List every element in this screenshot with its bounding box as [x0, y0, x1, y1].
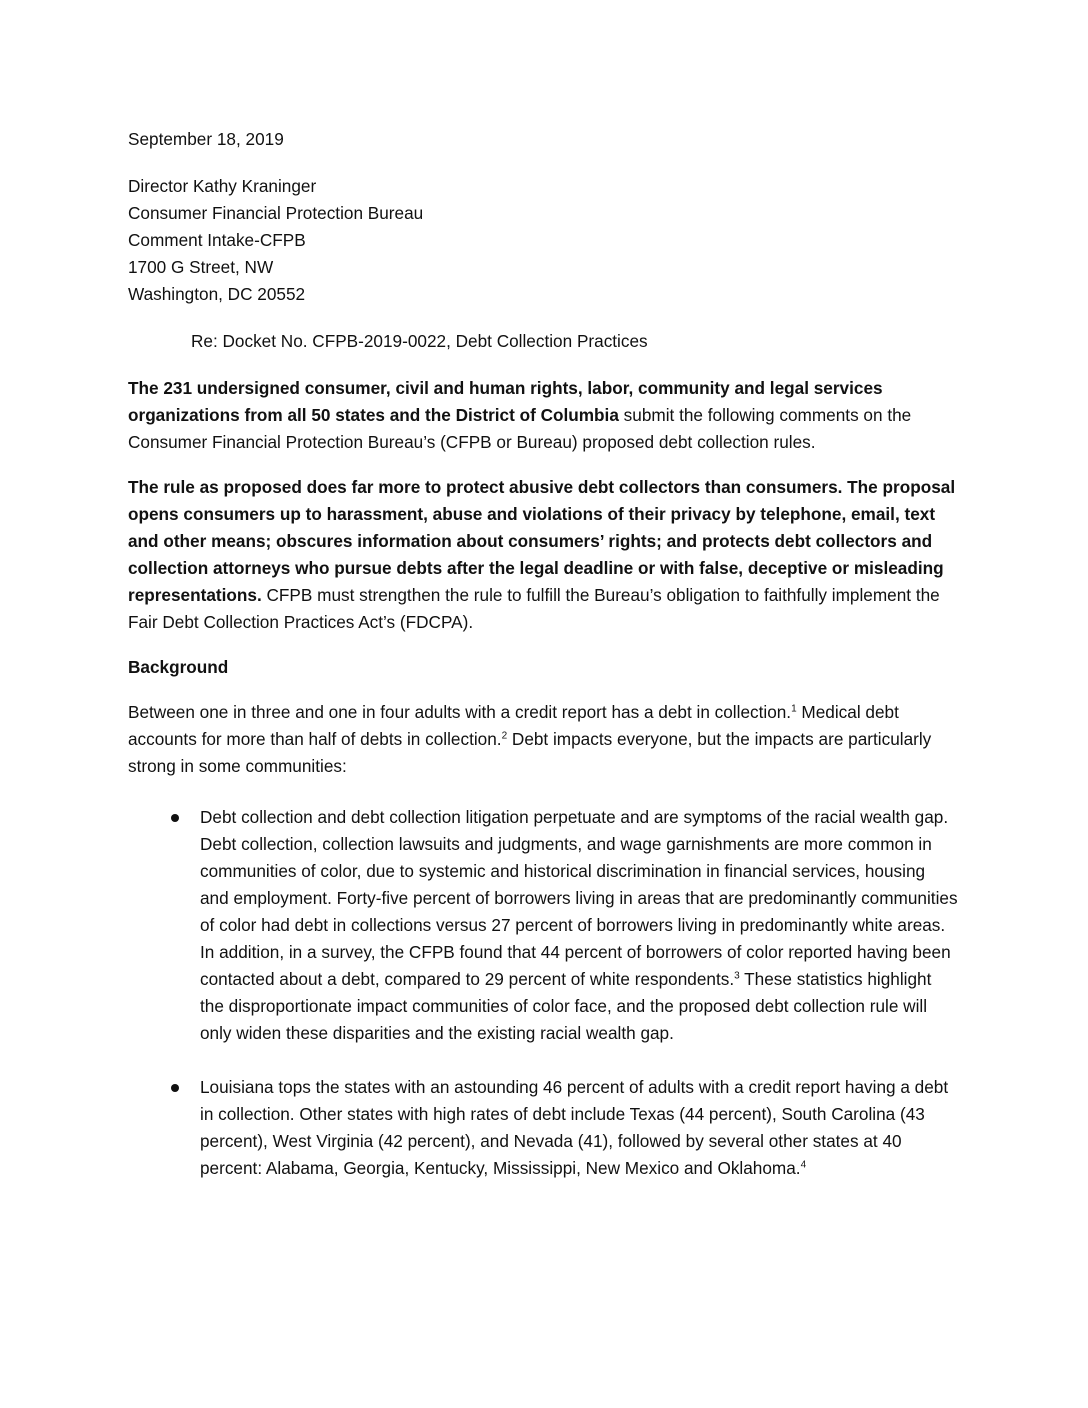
background-heading: Background: [128, 657, 229, 677]
bullet-text: Louisiana tops the states with an astounding 46 percent of adults with a credit report having a debt in collection. Other states with high rates of debt include Texas (44 percent), South Carolina (43 percent), West Virginia (42 percent), and Nevada (41), followed by several other states at 40 percent: Alabama, Georgia, Kentucky, Mississippi, New Mexico and Oklahoma.: [200, 1077, 949, 1178]
address-line: Comment Intake-CFPB: [128, 230, 306, 250]
background-text: Debt impacts everyone, but the impacts are particularly strong in some communities:: [128, 729, 932, 776]
footnote-ref[interactable]: 1: [791, 703, 797, 715]
bullet-item: [128, 804, 958, 1047]
letter-date: September 18, 2019: [128, 129, 284, 149]
footnote-ref[interactable]: 3: [734, 970, 740, 982]
background-text: Between one in three and one in four adults with a credit report has a debt in collection.: [128, 702, 792, 722]
summary-paragraph: [128, 474, 958, 636]
background-text: Medical debt accounts for more than half of debts in collection.: [128, 702, 899, 749]
footnote-ref[interactable]: 4: [800, 1159, 807, 1171]
address-line: Consumer Financial Protection Bureau: [128, 203, 424, 223]
background-paragraph: [128, 699, 958, 780]
bullet-list: [128, 804, 958, 1182]
letter-body: [128, 126, 958, 1209]
address-line: 1700 G Street, NW: [128, 257, 274, 277]
intro-bold-text: The 231 undersigned consumer, civil and human rights, labor, community and legal services organizations from all 50 states and the District of Columbia: [128, 378, 883, 425]
footnote-ref[interactable]: 2: [501, 730, 508, 742]
address-line: Washington, DC 20552: [128, 284, 306, 304]
intro-paragraph: [128, 375, 958, 456]
summary-bold-text: The rule as proposed does far more to protect abusive debt collectors than consumers. The proposal opens consumers up to harassment, abuse and violations of their privacy by telephone, email, text and other means; obscures information about consumers’ rights; and protects debt collectors and collection attorneys who pursue debts after the legal deadline or with false, deceptive or misleading representations.: [128, 477, 956, 605]
recipient-address: [128, 173, 958, 308]
bullet-icon: [171, 814, 179, 822]
re-line: Re: Docket No. CFPB-2019-0022, Debt Collection Practices: [191, 331, 648, 351]
bullet-icon: [171, 1084, 179, 1092]
bullet-item: [128, 1074, 958, 1182]
intro-text: submit the following comments on the Consumer Financial Protection Bureau’s (CFPB or Bureau) proposed debt collection rules.: [128, 405, 912, 452]
address-line: Director Kathy Kraninger: [128, 176, 317, 196]
summary-text: CFPB must strengthen the rule to fulfill the Bureau’s obligation to faithfully implement the Fair Debt Collection Practices Act’s (FDCPA).: [128, 585, 940, 632]
bullet-text: Debt collection and debt collection litigation perpetuate and are symptoms of the racial wealth gap. Debt collection, collection lawsuits and judgments, and wage garnishments are more common in communities of color, due to systemic and historical discrimination in financial services, housing and employment. Forty-five percent of borrowers living in areas that are predominantly communities of color had debt in collections versus 27 percent of borrowers living in predominantly white areas. In addition, in a survey, the CFPB found that 44 percent of borrowers of color reported having been contacted about a debt, compared to 29 percent of white respondents.: [200, 807, 958, 989]
bullet-text: These statistics highlight the disproportionate impact communities of color face, and the proposed debt collection rule will only widen these disparities and the existing racial wealth gap.: [200, 969, 932, 1043]
